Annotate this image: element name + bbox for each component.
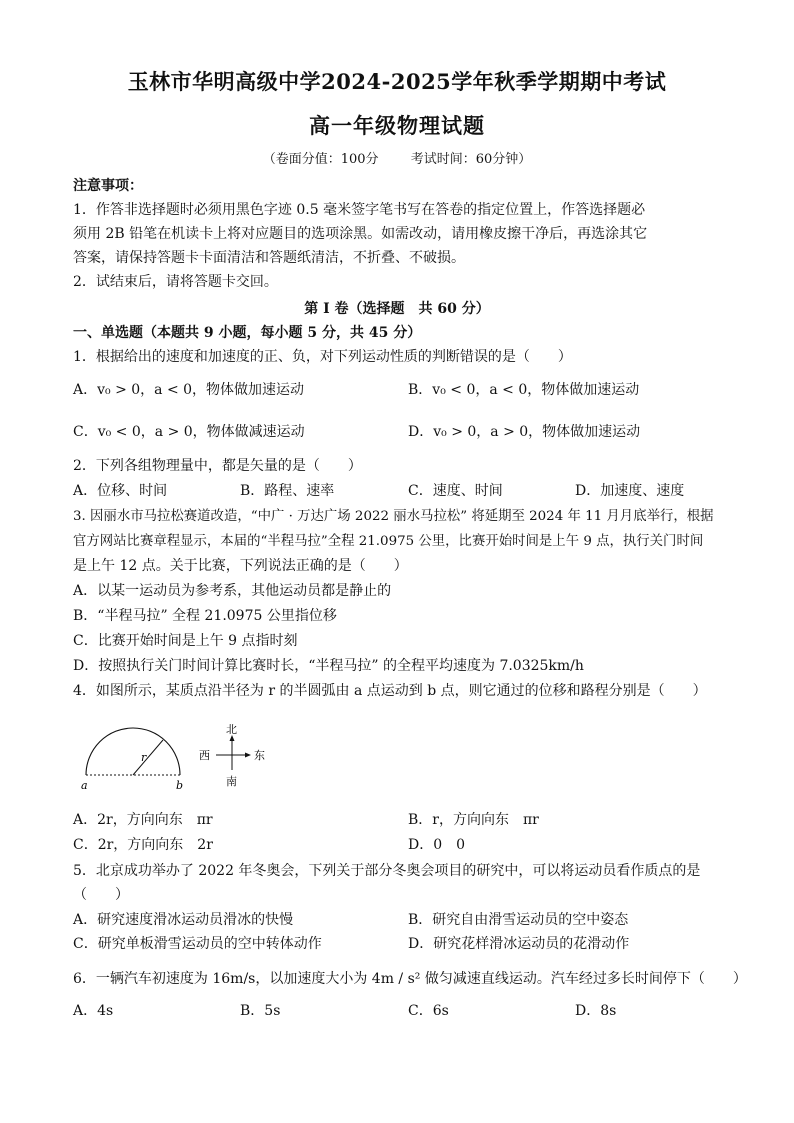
option-d: D．研究花样滑冰运动员的花滑动作: [408, 936, 630, 952]
option-b: B．5s: [240, 1003, 281, 1019]
option-d: D．v₀ > 0，a > 0，物体做加速运动: [408, 424, 641, 440]
option-b: B．r，方向向东 πr: [408, 812, 539, 828]
question-stem: 1．根据给出的速度和加速度的正、负，对下列运动性质的判断错误的是（ ）: [73, 349, 572, 365]
option-d: D．加速度、速度: [575, 483, 685, 499]
option-b: B．路程、速率: [240, 483, 335, 499]
option-c: C．速度、时间: [408, 483, 503, 499]
notes-heading: 注意事项：: [73, 178, 143, 194]
question-stem: 6．一辆汽车初速度为 16m/s，以加速度大小为 4m / s² 做匀减速直线运动。汽车经过多长时间停下（ ）: [73, 971, 747, 987]
option-a: A．研究速度滑冰运动员滑冰的快慢: [73, 912, 294, 928]
compass-north: 北: [226, 723, 237, 736]
label-b: b: [176, 779, 184, 792]
question-stem: 5．北京成功举办了 2022 年冬奥会，下列关于部分冬奥会项目的研究中，可以将运动员看作质点的是: [73, 863, 701, 879]
option-c: C．比赛开始时间是上午 9 点指时刻: [73, 633, 298, 649]
notes-line: 1．作答非选择题时必须用黑色字迹 0.5 毫米签字笔书写在答卷的指定位置上，作答选择题必: [73, 202, 646, 218]
part-title: 第 I 卷（选择题 共 60 分）: [304, 301, 490, 317]
question-stem: 是上午 12 点。关于比赛，下列说法正确的是（ ）: [73, 558, 408, 574]
option-d: D．按照执行关门时间计算比赛时长，“半程马拉” 的全程平均速度为 7.0325km/h: [73, 658, 584, 674]
option-d: D．0 0: [408, 837, 466, 853]
notes-line: 答案，请保持答题卡卡面清洁和答题纸清洁，不折叠、不破损。: [73, 250, 465, 266]
option-a: A．2r，方向向东 πr: [73, 812, 213, 828]
exam-subtitle: 高一年级物理试题: [309, 113, 485, 138]
option-c: C．6s: [408, 1003, 449, 1019]
option-c: C．研究单板滑雪运动员的空中转体动作: [73, 936, 322, 952]
time-info: 考试时间：60分钟）: [410, 152, 532, 167]
option-c: C．v₀ < 0，a > 0，物体做减速运动: [73, 424, 305, 440]
question-stem: 4．如图所示，某质点沿半径为 r 的半圆弧由 a 点运动到 b 点，则它通过的位移和路程分别是（ ）: [73, 683, 707, 699]
option-b: B．“半程马拉” 全程 21.0975 公里指位移: [73, 608, 337, 624]
option-a: A．4s: [73, 1003, 114, 1019]
semicircle-figure: [74, 715, 284, 795]
question-stem: 3. 因丽水市马拉松赛道改造，“中广 · 万达广场 2022 丽水马拉松” 将延期至 2024 年 11 月月底举行，根据: [73, 509, 714, 524]
label-r: r: [141, 751, 147, 764]
score-info: （卷面分值：100分: [262, 152, 379, 167]
compass-west: 西: [199, 749, 210, 762]
exam-title: 玉林市华明高级中学2024-2025学年秋季学期期中考试: [127, 69, 667, 94]
question-stem: 官方网站比赛章程显示，本届的“半程马拉”全程 21.0975 公里，比赛开始时间是上午 9 点，执行关门时间: [73, 534, 704, 549]
group-title: 一、单选题（本题共 9 小题，每小题 5 分，共 45 分）: [73, 325, 422, 341]
compass-south: 南: [226, 775, 237, 788]
notes-line: 2．试结束后，请将答题卡交回。: [73, 274, 278, 290]
option-d: D．8s: [575, 1003, 617, 1019]
label-a: a: [81, 779, 88, 792]
option-a: A．以某一运动员为参考系，其他运动员都是静止的: [73, 583, 392, 599]
exam-info: [0, 148, 794, 167]
question-stem: （ ）: [73, 887, 129, 903]
option-a: A．v₀ > 0，a < 0，物体做加速运动: [73, 382, 305, 398]
option-b: B．研究自由滑雪运动员的空中姿态: [408, 912, 629, 928]
option-a: A．位移、时间: [73, 483, 168, 499]
compass-east: 东: [254, 749, 265, 762]
notes-line: 须用 2B 铅笔在机读卡上将对应题目的选项涂黑。如需改动，请用橡皮擦干净后，再选涂其它: [73, 226, 648, 242]
option-b: B．v₀ < 0，a < 0，物体做加速运动: [408, 382, 640, 398]
question-stem: 2．下列各组物理量中，都是矢量的是（ ）: [73, 458, 362, 474]
option-c: C．2r，方向向东 2r: [73, 837, 213, 853]
